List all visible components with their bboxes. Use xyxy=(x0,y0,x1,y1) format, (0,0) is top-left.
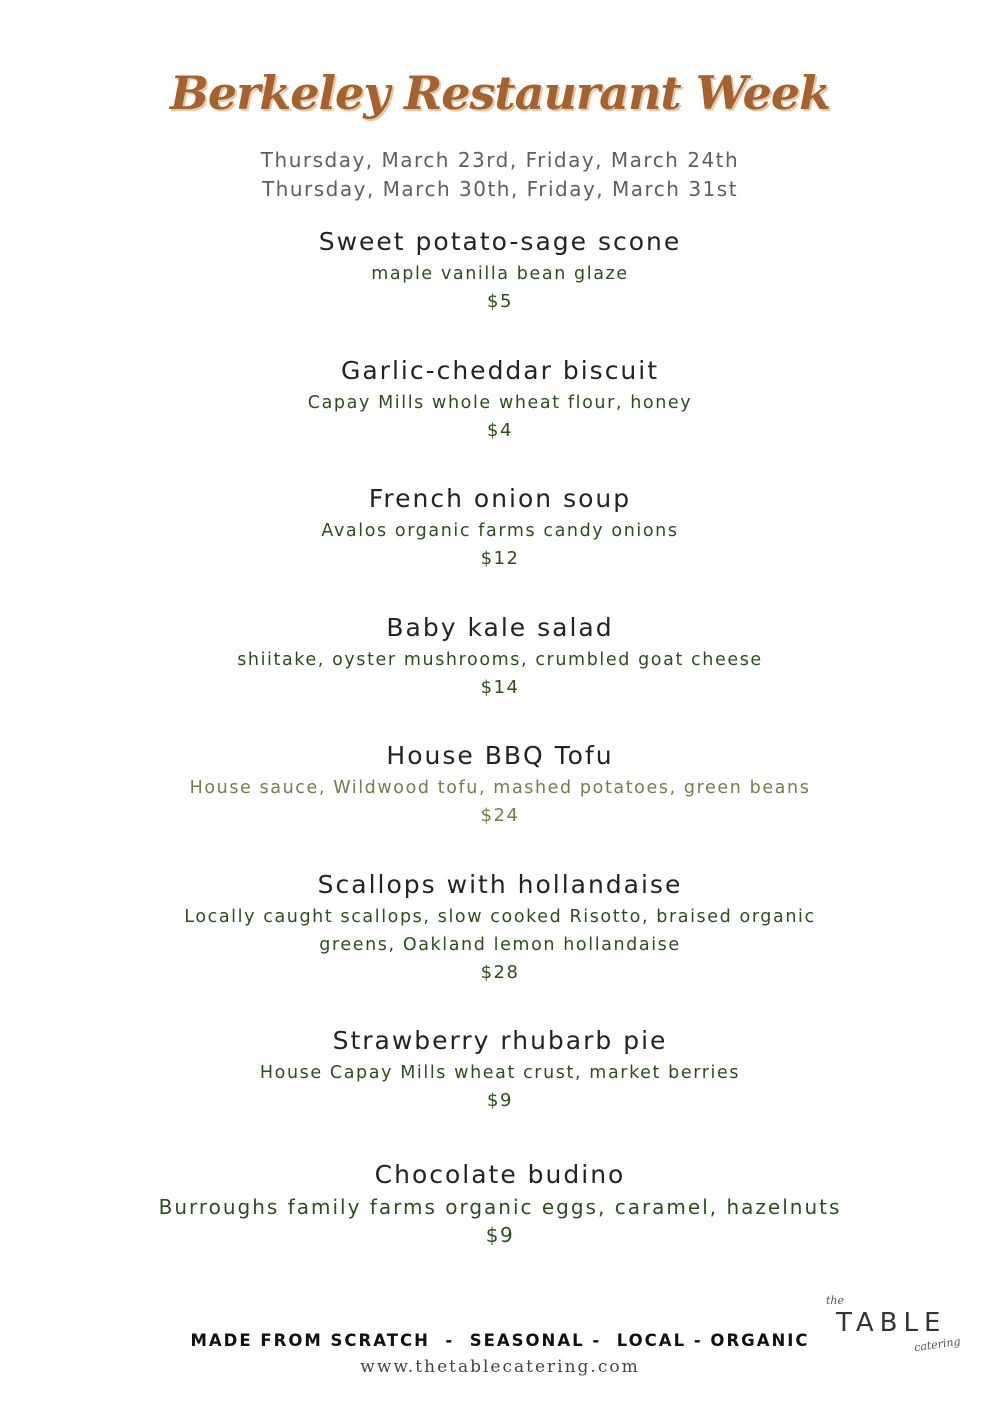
menu-item-garlic-cheddar-biscuit xyxy=(0,355,1000,445)
menu-item-sweet-potato-scone xyxy=(0,226,1000,316)
item-description: Locally caught scallops, slow cooked Risotto, braised organic greens, Oakland lemon hollandaise xyxy=(184,907,816,955)
menu-item-french-onion-soup xyxy=(0,483,1000,573)
item-description: shiitake, oyster mushrooms, crumbled goat cheese xyxy=(237,650,763,670)
item-description: House sauce, Wildwood tofu, mashed potatoes, green beans xyxy=(189,778,811,798)
item-description: Burroughs family farms organic eggs, caramel, hazelnuts xyxy=(158,1195,842,1219)
item-name: Strawberry rhubarb pie xyxy=(332,1026,668,1055)
item-price: $9 xyxy=(487,1090,513,1111)
logo-sub: catering xyxy=(913,1334,962,1355)
footer-tagline: MADE FROM SCRATCH - SEASONAL - LOCAL - ORGANIC xyxy=(190,1331,810,1350)
item-price: $4 xyxy=(487,420,513,441)
item-price: $5 xyxy=(487,291,513,312)
item-description: Capay Mills whole wheat flour, honey xyxy=(307,393,693,413)
item-price: $12 xyxy=(480,548,520,569)
item-description: Avalos organic farms candy onions xyxy=(321,521,679,541)
event-dates xyxy=(0,146,1000,204)
item-price: $24 xyxy=(480,805,520,826)
logo-the: the xyxy=(826,1294,845,1307)
item-price: $14 xyxy=(480,677,520,698)
logo-name: TABLE xyxy=(836,1308,947,1338)
brand-logo xyxy=(822,1294,972,1358)
item-description: House Capay Mills wheat crust, market berries xyxy=(259,1063,741,1083)
menu-item-chocolate-budino xyxy=(0,1159,1000,1249)
item-name: Sweet potato-sage scone xyxy=(318,227,682,256)
dates-line-2: Thursday, March 30th, Friday, March 31st xyxy=(261,177,739,201)
item-name: Garlic-cheddar biscuit xyxy=(340,356,660,385)
menu-item-baby-kale-salad xyxy=(0,612,1000,702)
item-name: House BBQ Tofu xyxy=(386,741,614,770)
menu-item-house-bbq-tofu xyxy=(0,740,1000,830)
item-price: $28 xyxy=(480,962,520,983)
page-title: Berkeley Restaurant Week xyxy=(170,66,830,120)
menu-item-strawberry-rhubarb-pie xyxy=(0,1025,1000,1115)
item-price: $9 xyxy=(485,1223,515,1247)
menu-item-scallops-hollandaise xyxy=(0,869,1000,987)
dates-line-1: Thursday, March 23rd, Friday, March 24th xyxy=(260,148,740,172)
item-name: Scallops with hollandaise xyxy=(317,870,683,899)
item-name: French onion soup xyxy=(368,484,632,513)
item-name: Chocolate budino xyxy=(374,1160,626,1189)
footer-website: www.thetablecatering.com xyxy=(360,1357,640,1377)
item-description: maple vanilla bean glaze xyxy=(371,264,629,284)
item-name: Baby kale salad xyxy=(386,613,614,642)
